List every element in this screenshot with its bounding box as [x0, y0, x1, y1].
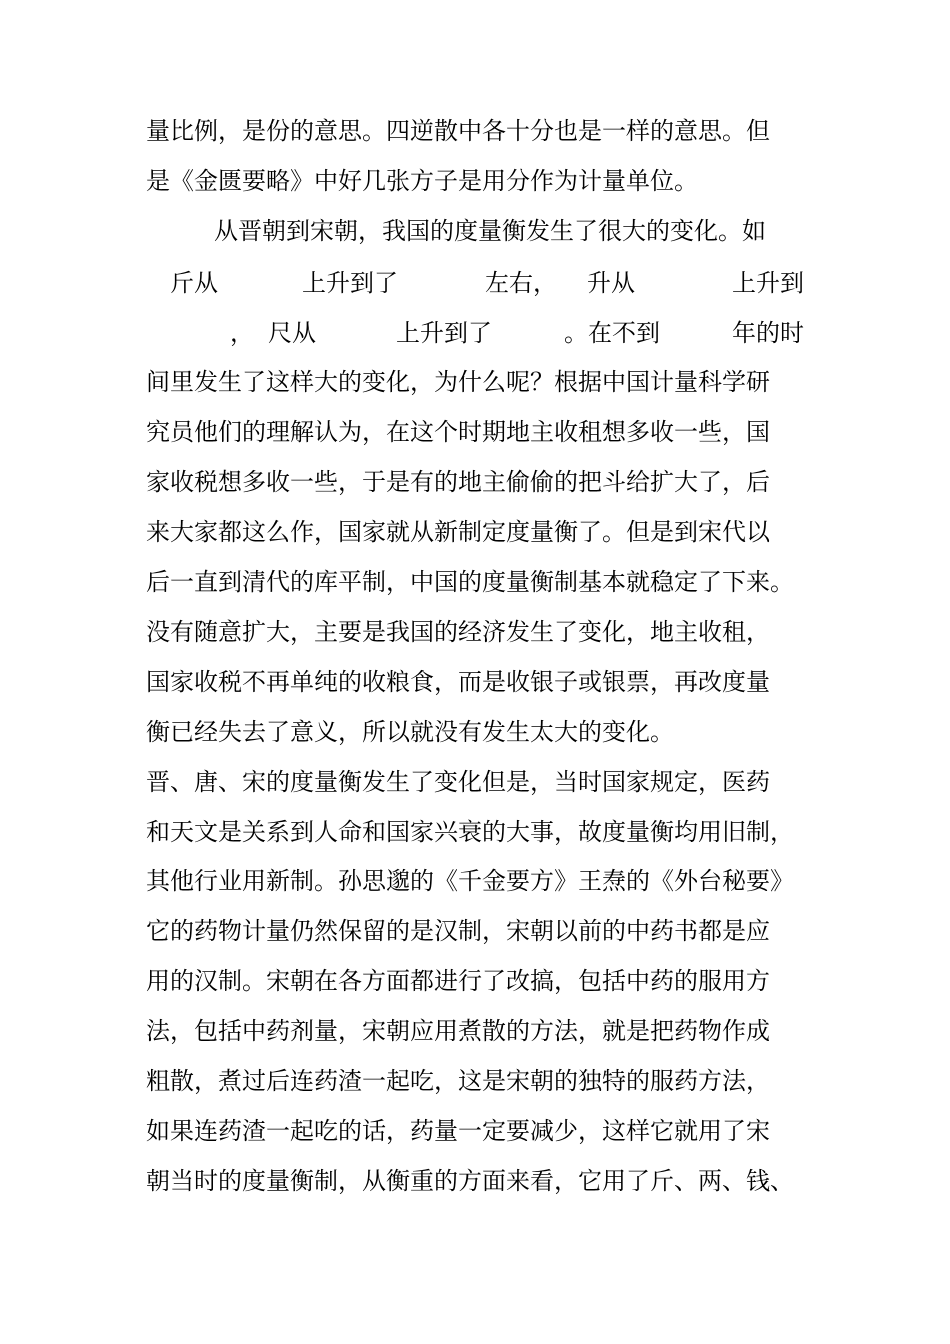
text-line: 来大家都这么作，国家就从新制定度量衡了。但是到宋代以: [146, 518, 770, 546]
text-line: 家收税想多收一些，于是有的地主偷偷的把斗给扩大了，后: [146, 468, 770, 496]
text-line: 用的汉制。宋朝在各方面都进行了改搞，包括中药的服用方: [146, 967, 770, 995]
text-segment: 上升到: [732, 269, 804, 297]
text-line: 晋、唐、宋的度量衡发生了变化但是，当时国家规定，医药: [146, 768, 770, 796]
text-line: 从晋朝到宋朝，我国的度量衡发生了很大的变化。如: [214, 217, 766, 245]
text-segment: ，: [230, 319, 254, 347]
text-line: 其他行业用新制。孙思邈的《千金要方》王焘的《外台秘要》: [146, 867, 794, 895]
text-line: 量比例，是份的意思。四逆散中各十分也是一样的意思。但: [146, 117, 770, 145]
text-line-with-gaps: [0, 318, 950, 348]
text-segment: 尺从: [268, 319, 316, 347]
text-line: 如果连药渣一起吃的话，药量一定要减少，这样它就用了宋: [146, 1117, 770, 1145]
text-line: 后一直到清代的库平制，中国的度量衡制基本就稳定了下来。: [146, 568, 794, 596]
text-line: 是《金匮要略》中好几张方子是用分作为计量单位。: [146, 167, 698, 195]
text-line: 粗散，煮过后连药渣一起吃，这是宋朝的独特的服药方法，: [146, 1067, 770, 1095]
text-line: 朝当时的度量衡制，从衡重的方面来看，它用了斤、两、钱、: [146, 1167, 794, 1195]
text-segment: 上升到了: [396, 319, 492, 347]
text-segment: 升从: [587, 269, 635, 297]
text-line: 法，包括中药剂量，宋朝应用煮散的方法，就是把药物作成: [146, 1017, 770, 1045]
text-line: 衡已经失去了意义，所以就没有发生太大的变化。: [146, 718, 674, 746]
text-segment: 年的时: [732, 319, 804, 347]
text-line-with-gaps: [0, 268, 950, 298]
text-line: 间里发生了这样大的变化，为什么呢？根据中国计量科学研: [146, 368, 770, 396]
text-line: 究员他们的理解认为，在这个时期地主收租想多收一些，国: [146, 418, 770, 446]
text-line: 它的药物计量仍然保留的是汉制，宋朝以前的中药书都是应: [146, 917, 770, 945]
text-segment: 。在不到: [564, 319, 660, 347]
text-line: 国家收税不再单纯的收粮食，而是收银子或银票，再改度量: [146, 668, 770, 696]
text-segment: 斤从: [170, 269, 218, 297]
text-segment: 左右，: [485, 269, 557, 297]
text-line: 没有随意扩大，主要是我国的经济发生了变化，地主收租，: [146, 618, 770, 646]
text-segment: 上升到了: [302, 269, 398, 297]
text-line: 和天文是关系到人命和国家兴衰的大事，故度量衡均用旧制，: [146, 818, 794, 846]
